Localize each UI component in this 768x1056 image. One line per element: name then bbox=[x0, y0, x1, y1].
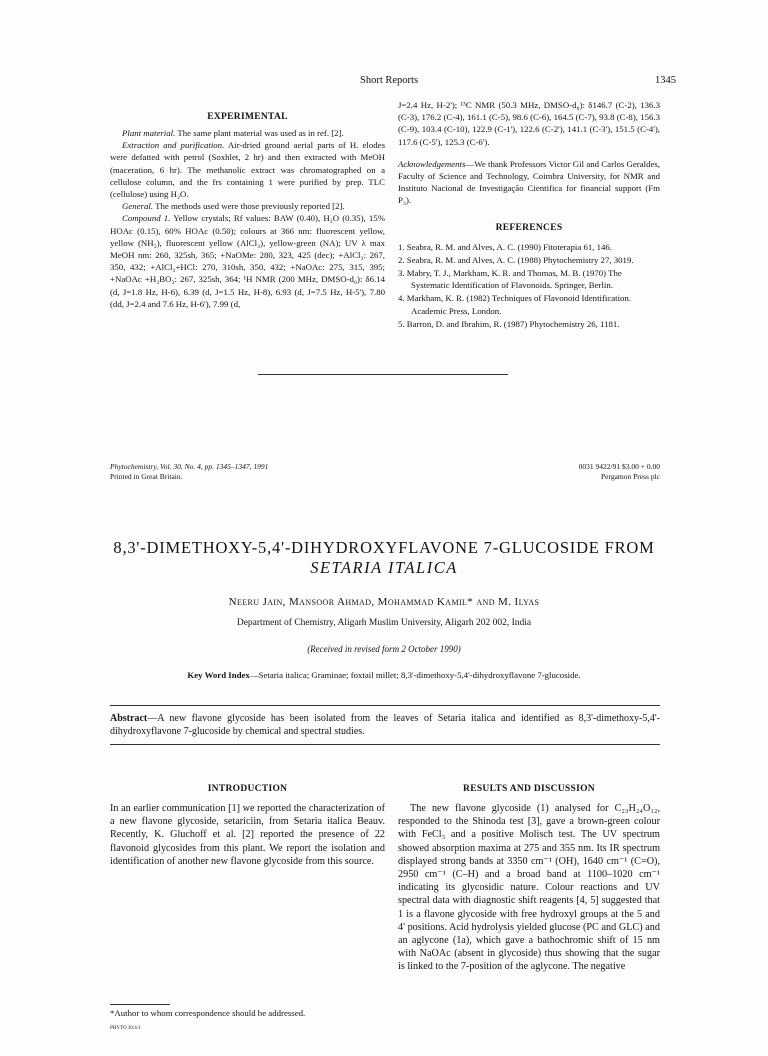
experimental-heading: EXPERIMENTAL bbox=[207, 112, 288, 122]
reference-item: 1. Seabra, R. M. and Alves, A. C. (1990) Fitoterapia 61, 146. bbox=[398, 241, 613, 252]
keywords-label: Key Word Index bbox=[187, 670, 250, 680]
extraction-text: Air-dried ground aerial parts of H. elodes were defatted with petrol (Soxhlet, 2 hr) and then extracted with MeOH (maceration, 6 hr). The methanolic extract was chromatographed on a cellulose column, and the frs containing 1 were purified by prep. TLC (cellulose) using H₂O. bbox=[110, 140, 385, 200]
abstract-label: Abstract bbox=[110, 713, 148, 724]
general-label: General. bbox=[122, 201, 154, 212]
results-text: The new flavone glycoside (1) analysed for C₂₃H₂₄O₁₂, responded to the Shinoda test [3], gave a brown-green colour with FeCl₃ and a positive Molisch test. The UV spectrum showed absorption maxima at 275 and 355 nm. Its IR spectrum displayed strong bands at 3350 cm⁻¹ (OH), 1640 cm⁻¹ (C=O), 2950 cm⁻¹ (C–H) and a broad band at 1100–1020 cm⁻¹ indicating its glycosidic nature. Colour reactions and UV spectral data with diagnostic shift reagents [4, 5] suggested that 1 is a flavone glycoside with free hydroxyl groups at the 5 and 4' positions. Acid hydrolysis yielded glucose (PC and GLC) and an aglycone (1a), which gave a bathochromic shift of 15 nm with NaOAc (absent in glycoside) thus showing that the sugar is linked to the 7-position of the aglycone. The negative bbox=[398, 803, 660, 973]
acknowledgements-label: Acknowledgements bbox=[398, 158, 466, 169]
acknowledgements-text: —We thank Professors Victor Gil and Carlos Geraldes, Faculty of Science and Technology, Coimbra University, for NMR and Instituto Nacional de Investigação Cientifica for financial support (Fm P₃). bbox=[398, 158, 660, 206]
right-column-top bbox=[398, 99, 660, 331]
reference-item: 2. Seabra, R. M. and Alves, A. C. (1988) Phytochemistry 27, 3019. bbox=[398, 254, 634, 265]
journal-info-right bbox=[579, 462, 660, 482]
keywords bbox=[60, 670, 708, 680]
publisher: Pergamon Press plc bbox=[600, 472, 660, 481]
keywords-text: —Setaria italica; Graminae; foxtail millet; 8,3'-dimethoxy-5,4'-dihydroxyflavone 7-glucoside. bbox=[249, 670, 581, 680]
extraction-paragraph bbox=[110, 139, 385, 200]
compound-label: Compound 1. bbox=[122, 213, 171, 224]
plant-material-label: Plant material. bbox=[122, 128, 176, 138]
authors: Neeru Jain, Mansoor Ahmad, Mohammad Kamil* and M. Ilyas bbox=[228, 596, 540, 608]
references-heading: REFERENCES bbox=[495, 222, 563, 233]
page-number: 1345 bbox=[655, 75, 676, 86]
reference-item: 3. Mabry, T. J., Markham, K. R. and Thomas, M. B. (1970) The Systematic Identification of Flavonoids. Springer, Berlin. bbox=[398, 268, 622, 291]
abstract-rule-top bbox=[110, 705, 660, 706]
article-title bbox=[60, 538, 708, 578]
references-list bbox=[398, 241, 660, 330]
introduction-heading: INTRODUCTION bbox=[207, 784, 288, 794]
introduction-section bbox=[110, 784, 385, 868]
affiliation: Department of Chemistry, Aligarh Muslim University, Aligarh 202 002, India bbox=[236, 618, 532, 628]
abstract-rule-bottom bbox=[110, 744, 660, 745]
compound-paragraph bbox=[110, 212, 385, 310]
experimental-section bbox=[110, 112, 385, 310]
received-date: (Received in revised form 2 October 1990) bbox=[307, 644, 461, 654]
plant-material-text: The same plant material was used as in ref. [2]. bbox=[175, 128, 344, 138]
article-separator bbox=[258, 374, 508, 375]
abstract-text: —A new flavone glycoside has been isolated from the leaves of Setaria italica and identified as 8,3'-dimethoxy-5,4'-dihydroxyflavone 7-glucoside by chemical and spectral studies. bbox=[110, 713, 660, 738]
plant-material-paragraph bbox=[110, 127, 385, 139]
journal-info-left bbox=[110, 462, 268, 482]
general-text: The methods used were those previously reported [2]. bbox=[153, 201, 345, 212]
general-paragraph bbox=[110, 200, 385, 212]
abstract-paragraph bbox=[110, 712, 660, 738]
title-line-2: SETARIA ITALICA bbox=[310, 558, 458, 577]
reference-item: 5. Barron, D. and Ibrahim, R. (1987) Phytochemistry 26, 1181. bbox=[398, 318, 620, 329]
print-code: PHYTO 30:4-I bbox=[110, 1026, 141, 1031]
footnote-rule bbox=[110, 1004, 170, 1005]
reference-item: 4. Markham, K. R. (1982) Techniques of Flavonoid Identification. Academic Press, London. bbox=[398, 293, 632, 316]
title-line-1: 8,3'-DIMETHOXY-5,4'-DIHYDROXYFLAVONE 7-GLUCOSIDE FROM bbox=[113, 538, 655, 557]
introduction-text: In an earlier communication [1] we reported the characterization of a new flavone glycoside, setariciin, from Setaria italica Beauv. Recently, K. Gluchoff et al. [2] reported the presence of 22 flavonoid glycosides from this plant. We report the isolation and identification of another new flavone glycoside from this source. bbox=[110, 803, 385, 867]
results-section bbox=[398, 784, 660, 974]
compound-text: Yellow crystals; Rf values: BAW (0.40), H₂O (0.35), 15% HOAc (0.15), 60% HOAc (0.50); colours at 366 nm: fluorescent yellow, yellow (NH₃), fluorescent yellow (AlCl₃), yellow-green (NA); UV λ max MeOH nm: 260, 325sh, 365; +NaOMe: 280, 323, 425 (dec); +AlCl₃: 267, 350, 432; +AlCl₃+HCl: 270, 310sh, 350, 432; +NaOAc: 275, 315, 395; +NaOAc +H₃BO₃: 267, 325sh, 364; ¹H NMR (200 MHz, DMSO-d₆): δ6.14 (d, J=1.8 Hz, H-6), 6.39 (d, J=1.5 Hz, H-8), 6.93 (d, J=7.5 Hz, H-5'), 7.80 (dd, J=2.4 and 7.6 Hz, H-6'), 7.99 (d, bbox=[110, 213, 385, 309]
footnote: *Author to whom correspondence should be addressed. bbox=[110, 1008, 306, 1018]
results-heading: RESULTS AND DISCUSSION bbox=[463, 784, 595, 794]
acknowledgements-paragraph bbox=[398, 158, 660, 207]
printed-in: Printed in Great Britain. bbox=[110, 472, 183, 481]
journal-citation: Phytochemistry, Vol. 30, No. 4, pp. 1345–1347, 1991 bbox=[110, 462, 269, 471]
extraction-label: Extraction and purification. bbox=[122, 140, 225, 151]
issn-price: 0031 9422/91 $3.00 + 0.00 bbox=[578, 462, 660, 471]
running-header-section: Short Reports bbox=[360, 75, 419, 86]
nmr-continuation: J=2.4 Hz, H-2'); ¹³C NMR (50.3 MHz, DMSO-d₆): δ146.7 (C-2), 136.3 (C-3), 176.2 (C-4), 161.1 (C-5), 98.6 (C-6), 164.5 (C-7), 93.8 (C-8), 156.3 (C-9), 103.4 (C-10), 122.9 (C-1'), 122.6 (C-2'), 141.1 (C-3'), 151.5 (C-4'), 117.6 (C-5'), 125.3 (C-6'). bbox=[398, 100, 660, 147]
